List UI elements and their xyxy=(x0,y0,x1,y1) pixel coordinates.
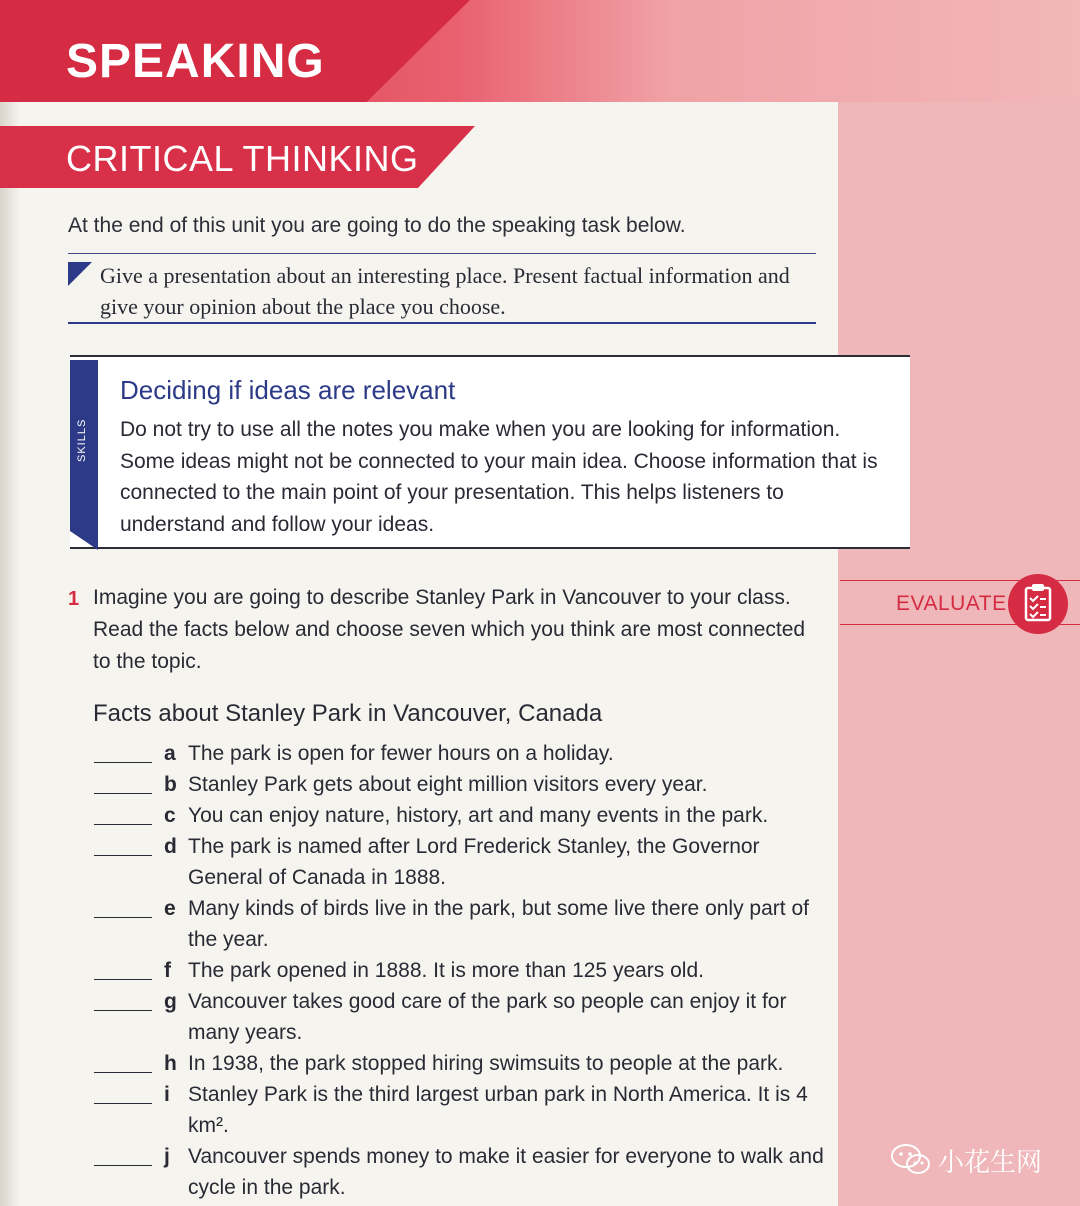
answer-blank[interactable] xyxy=(94,1103,152,1104)
answer-blank[interactable] xyxy=(94,979,152,980)
exercise-instruction: Imagine you are going to describe Stanley Park in Vancouver to your class. Read the facts below and choose seven which you think are most connected to the topic. xyxy=(93,586,806,673)
speaking-task: Give a presentation about an interesting place. Present factual information and give your opinion about the place you choose. xyxy=(100,263,790,319)
task-corner-marker xyxy=(68,262,92,286)
task-rule-bottom xyxy=(68,322,816,324)
fact-letter: h xyxy=(164,1052,177,1075)
fact-letter: i xyxy=(164,1083,170,1106)
subsection-title: CRITICAL THINKING xyxy=(66,138,419,179)
evaluate-tag: EVALUATE xyxy=(896,592,1007,615)
answer-blank[interactable] xyxy=(94,762,152,763)
skills-body: Do not try to use all the notes you make when you are looking for information. Some ideas might not be connected to your main idea. Choose information that is connected to the main point of your presentation. This helps listeners to understand and follow your ideas. xyxy=(120,418,878,536)
exercise-number: 1 xyxy=(68,588,80,610)
fact-letter: f xyxy=(164,959,171,982)
facts-title: Facts about Stanley Park in Vancouver, Canada xyxy=(93,700,603,727)
fact-text: Many kinds of birds live in the park, but some live there only part of the year. xyxy=(188,897,809,951)
fact-item xyxy=(94,831,834,891)
watermark-text: 小花生网 xyxy=(938,1146,1043,1177)
fact-text: Vancouver spends money to make it easier for everyone to walk and cycle in the park. xyxy=(188,1145,824,1199)
answer-blank[interactable] xyxy=(94,1010,152,1011)
task-rule-top xyxy=(68,253,816,254)
answer-blank[interactable] xyxy=(94,824,152,825)
answer-blank[interactable] xyxy=(94,855,152,856)
fact-text: The park is named after Lord Frederick Stanley, the Governor General of Canada in 1888. xyxy=(188,835,760,889)
fact-text: Stanley Park is the third largest urban park in North America. It is 4 km². xyxy=(188,1083,808,1137)
skills-title: Deciding if ideas are relevant xyxy=(120,375,456,405)
answer-blank[interactable] xyxy=(94,1165,152,1166)
fact-item xyxy=(94,893,834,953)
watermark xyxy=(890,1140,1042,1180)
fact-text: The park opened in 1888. It is more than 125 years old. xyxy=(188,959,704,982)
fact-item xyxy=(94,986,834,1046)
fact-text: The park is open for fewer hours on a holiday. xyxy=(188,742,614,765)
fact-text: Vancouver takes good care of the park so people can enjoy it for many years. xyxy=(188,990,787,1044)
fact-item xyxy=(94,1141,834,1201)
fact-letter: g xyxy=(164,990,177,1013)
fact-letter: a xyxy=(164,742,176,765)
fact-text: You can enjoy nature, history, art and many events in the park. xyxy=(188,804,769,827)
intro-text: At the end of this unit you are going to do the speaking task below. xyxy=(68,214,686,237)
fact-letter: c xyxy=(164,804,176,827)
skills-tab-label: SKILLS xyxy=(76,418,88,462)
answer-blank[interactable] xyxy=(94,917,152,918)
fact-letter: e xyxy=(164,897,176,920)
fact-letter: j xyxy=(164,1145,170,1168)
answer-blank[interactable] xyxy=(94,1072,152,1073)
section-title: SPEAKING xyxy=(66,35,325,88)
fact-text: Stanley Park gets about eight million visitors every year. xyxy=(188,773,708,796)
clipboard-checklist-icon xyxy=(1008,574,1068,634)
fact-letter: b xyxy=(164,773,177,796)
fact-letter: d xyxy=(164,835,177,858)
answer-blank[interactable] xyxy=(94,793,152,794)
fact-item xyxy=(94,1079,834,1139)
fact-text: In 1938, the park stopped hiring swimsuits to people at the park. xyxy=(188,1052,784,1075)
wechat-icon xyxy=(890,1142,932,1178)
